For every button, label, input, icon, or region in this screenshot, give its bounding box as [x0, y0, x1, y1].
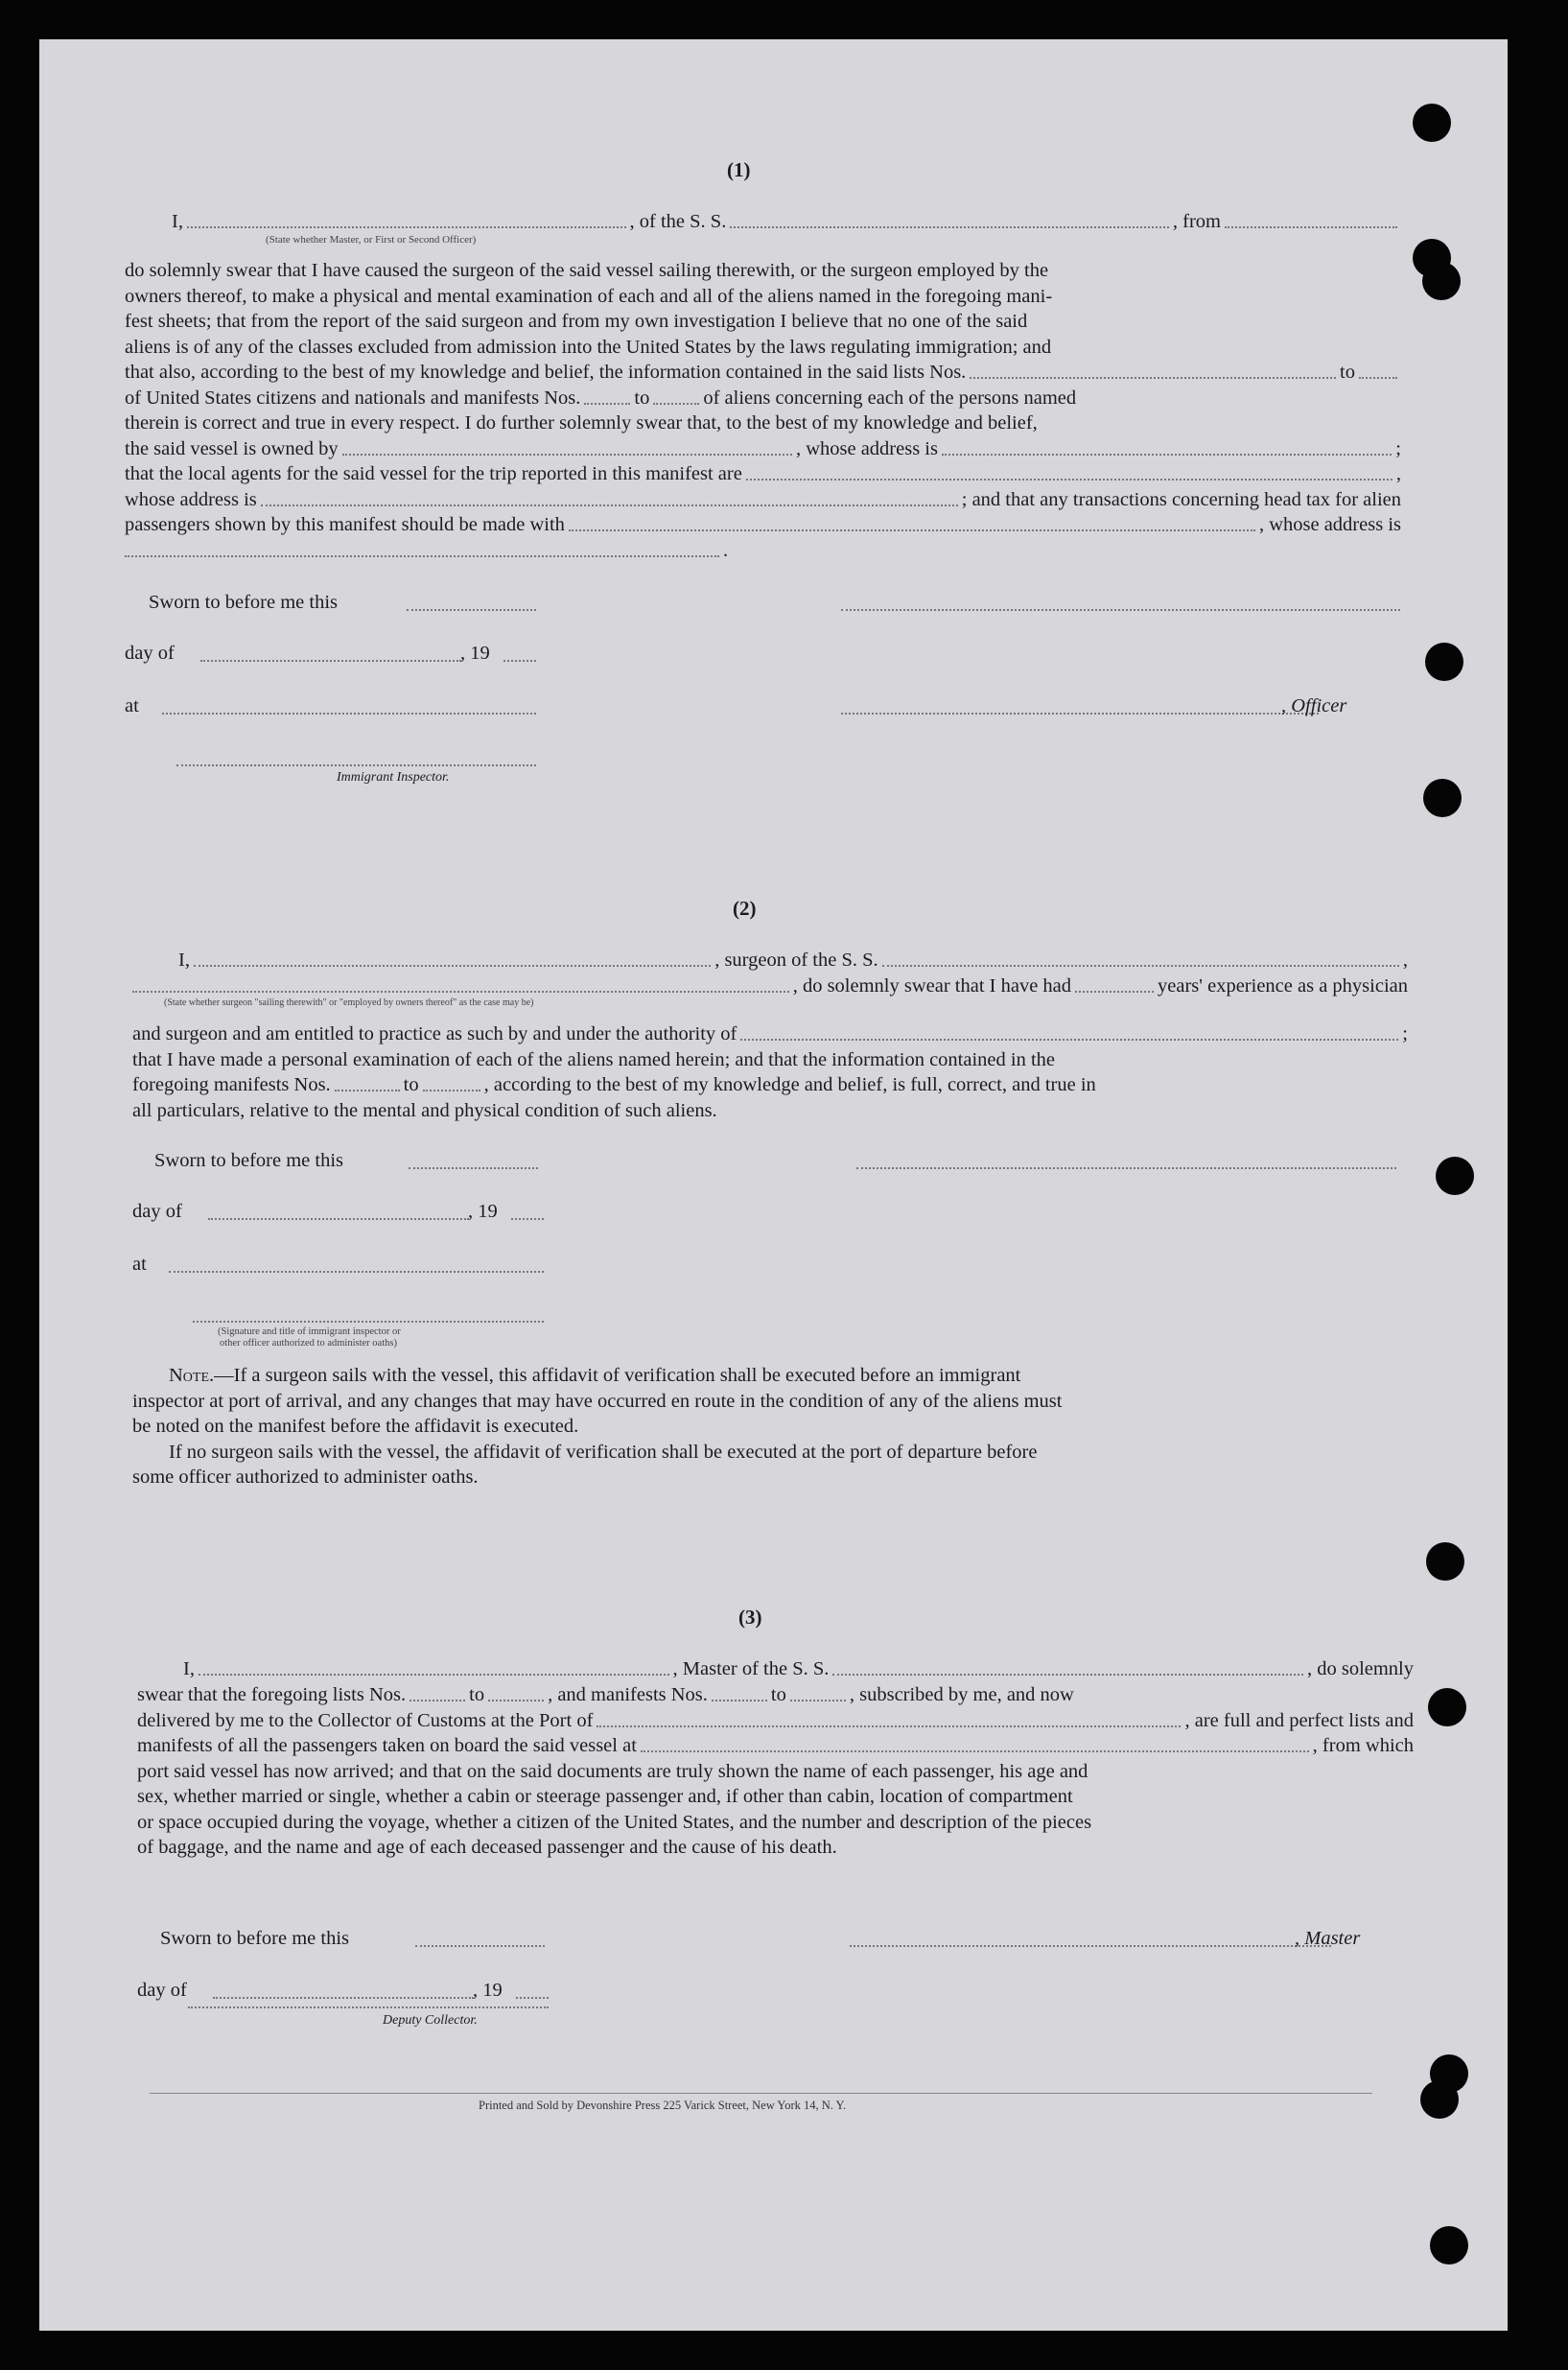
- year-prefix-1: , 19: [460, 643, 490, 664]
- master-manifests-to-field[interactable]: [790, 1682, 846, 1701]
- sworn-label-3: Sworn to before me this: [160, 1928, 349, 1949]
- inspector-signature-line[interactable]: [176, 764, 536, 766]
- surgeon-note: Note. —If a surgeon sails with the vessel, this affidavit of verification shall be executed before an immigrant inspector at port of arrival, and any changes that may have occurred en route in the condition of any of the aliens must be noted on the manifest before the affidavit is executed. If no surgeon sails with the vessel, the affidavit of verification shall be executed at the port of departure before some officer authorized to administer oaths.: [132, 1363, 1408, 1490]
- departure-port-field[interactable]: [1225, 209, 1397, 228]
- master-title: , Master: [1295, 1928, 1361, 1949]
- section-3-line-1: I, , Master of the S. S. , do solemnly: [183, 1658, 1415, 1679]
- official-signature-line[interactable]: [193, 1321, 544, 1323]
- agents-address-field[interactable]: [261, 487, 958, 506]
- day-of-label-1: day of: [125, 643, 175, 664]
- binder-hole: [1425, 643, 1463, 681]
- year-field-3[interactable]: [516, 1997, 549, 1999]
- paragraph-line: do solemnly swear that I have caused the surgeon of the said vessel sailing therewith, or the surgeon employed by the: [125, 260, 1049, 281]
- sworn-label-2: Sworn to before me this: [154, 1150, 343, 1171]
- sworn-date-field-2[interactable]: [409, 1167, 538, 1169]
- surgeon-name-field[interactable]: [194, 948, 711, 967]
- surgeon-signature-line[interactable]: [856, 1167, 1396, 1169]
- surgeon-vessel-field[interactable]: [882, 948, 1399, 967]
- master-signature-line[interactable]: [850, 1945, 1331, 1947]
- signature-note-1: (Signature and title of immigrant inspector or: [218, 1326, 401, 1337]
- day-of-field-3[interactable]: [213, 1997, 474, 1999]
- section-2-line-2: , do solemnly swear that I have had years' experience as a physician: [132, 974, 1408, 999]
- binder-hole: [1426, 1542, 1464, 1581]
- at-place-field-1[interactable]: [162, 713, 536, 715]
- surgeon-status-note: (State whether surgeon "sailing therewith" or "employed by owners thereof" as the case may be): [164, 997, 534, 1008]
- paragraph-line: or space occupied during the voyage, whether a citizen of the United States, and the number and description of the pieces: [137, 1811, 1092, 1833]
- practice-authority-field[interactable]: [740, 1021, 1398, 1041]
- officer-rank-note: (State whether Master, or First or Second Officer): [266, 234, 477, 246]
- paragraph-line: port said vessel has now arrived; and that on the said documents are truly shown the name of each passenger, his age and: [137, 1760, 1088, 1782]
- sworn-date-field-3[interactable]: [415, 1945, 545, 1947]
- note-line: If no surgeon sails with the vessel, the affidavit of verification shall be executed at the port of departure before: [169, 1441, 1038, 1463]
- deputy-collector-signature-line[interactable]: [188, 2006, 549, 2008]
- section-3-number: (3): [738, 1606, 762, 1629]
- deputy-collector-label: Deputy Collector.: [383, 2013, 478, 2028]
- note-line: be noted on the manifest before the affidavit is executed.: [132, 1416, 579, 1437]
- year-prefix-3: , 19: [473, 1980, 503, 2001]
- signature-note-2: other officer authorized to administer oaths): [220, 1338, 397, 1349]
- master-lists-from-field[interactable]: [410, 1682, 465, 1701]
- master-manifests-from-field[interactable]: [712, 1682, 767, 1701]
- binder-hole: [1436, 1157, 1474, 1195]
- binder-hole: [1413, 104, 1451, 142]
- master-lists-to-field[interactable]: [488, 1682, 544, 1701]
- lists-from-field[interactable]: [970, 360, 1336, 379]
- officer-signature-line-1b[interactable]: [841, 713, 1319, 715]
- owner-address-field[interactable]: [942, 436, 1392, 456]
- paragraph-line: owners thereof, to make a physical and mental examination of each and all of the aliens named in the foregoing mani-: [125, 285, 1053, 307]
- master-name-field[interactable]: [199, 1656, 669, 1676]
- paragraph-line: sex, whether married or single, whether a cabin or steerage passenger and, if other than cabin, location of compartment: [137, 1786, 1073, 1807]
- local-agents-field[interactable]: [746, 461, 1392, 481]
- section-1-paragraph: do solemnly swear that I have caused the surgeon of the said vessel sailing therewith, or the surgeon employed by the owners thereof, to make a physical and mental examination of each and all of the aliens named in the foregoing mani- fest sheets; that from the report of the said surgeon and from my own investigation I believe that no one of the said aliens is of any of the classes excluded from admission into the United States by the laws regulating immigration; and that also, according to the best of my knowledge and belief, the information contained in the said lists Nos. to of United States citizens and nationals and manifests Nos. to of aliens concerning each of the persons named therein is correct and true in every respect. I do further solemnly swear that, to the best of my knowledge and belief, the said vessel is owned by , whose address is ; that the local agents for the said vessel for the trip reported in this manifest are , whose address is ; and that any transactions concerning head tax for alien passengers shown by this manifest should be made with , whose address is .: [125, 260, 1401, 561]
- at-place-field-2[interactable]: [169, 1271, 544, 1273]
- section-1-number: (1): [727, 158, 751, 181]
- surgeon-status-field[interactable]: [132, 974, 789, 993]
- vessel-owner-field[interactable]: [342, 436, 792, 456]
- head-tax-contact-field[interactable]: [569, 512, 1255, 531]
- head-tax-address-field[interactable]: [125, 538, 719, 557]
- form-page: [39, 39, 1508, 2331]
- printer-imprint: Printed and Sold by Devonshire Press 225 Varick Street, New York 14, N. Y.: [479, 2099, 847, 2112]
- sworn-date-field-1[interactable]: [407, 609, 536, 611]
- day-of-label-2: day of: [132, 1201, 182, 1222]
- officer-title: , Officer: [1281, 695, 1347, 716]
- officer-name-field[interactable]: [187, 209, 626, 228]
- binder-hole: [1422, 262, 1461, 300]
- section-2-line-1: I, , surgeon of the S. S. ,: [178, 950, 1409, 971]
- surgeon-manifests-from-field[interactable]: [335, 1072, 400, 1091]
- manifests-to-field[interactable]: [653, 386, 699, 405]
- day-of-field-1[interactable]: [200, 660, 461, 662]
- sworn-label-1: Sworn to before me this: [149, 592, 338, 613]
- officer-signature-line-1[interactable]: [841, 609, 1400, 611]
- footer-rule: [150, 2093, 1372, 2094]
- paragraph-line: aliens is of any of the classes excluded from admission into the United States by the laws regulating immigration; and: [125, 336, 1052, 358]
- vessel-name-field[interactable]: [730, 209, 1169, 228]
- section-2-number: (2): [733, 897, 757, 920]
- year-field-1[interactable]: [503, 660, 536, 662]
- paragraph-line: therein is correct and true in every respect. I do further solemnly swear that, to the best of my knowledge and belief,: [125, 412, 1038, 434]
- day-of-label-3: day of: [137, 1980, 187, 2001]
- immigrant-inspector-label: Immigrant Inspector.: [337, 770, 450, 785]
- collector-port-field[interactable]: [597, 1708, 1181, 1727]
- section-1-line-1: I, , of the S. S. , from: [172, 209, 1401, 235]
- binder-hole: [1430, 2226, 1468, 2264]
- paragraph-line: fest sheets; that from the report of the said surgeon and from my own investigation I believe that no one of the said: [125, 311, 1028, 332]
- paragraph-line: that I have made a personal examination of each of the aliens named herein; and that the information contained in the: [132, 1048, 1055, 1070]
- binder-hole: [1423, 779, 1462, 817]
- section-3-paragraph: swear that the foregoing lists Nos. to , and manifests Nos. to , subscribed by me, and now delivered by me to the Collector of Customs at the Port of , are full and perfect lists and manifests of all the passengers taken on board the said vessel at , from which port said vessel has now arrived; and that on the said documents are truly shown the name of each passenger, his age and sex, whether married or single, whether a cabin or steerage passenger and, if other than cabin, location of compartment or space occupied during the voyage, whether a citizen of the United States, and the number and description of the pieces of baggage, and the name and age of each deceased passenger and the cause of his death.: [137, 1682, 1414, 1861]
- at-label-2: at: [132, 1254, 147, 1275]
- lists-to-field[interactable]: [1359, 360, 1397, 379]
- master-vessel-field[interactable]: [832, 1656, 1303, 1676]
- binder-hole: [1428, 1688, 1466, 1726]
- year-prefix-2: , 19: [468, 1201, 498, 1222]
- note-line: inspector at port of arrival, and any changes that may have occurred en route in the condition of any of the aliens must: [132, 1390, 1063, 1412]
- paragraph-line: of baggage, and the name and age of each deceased passenger and the cause of his death.: [137, 1837, 837, 1858]
- note-line: some officer authorized to administer oaths.: [132, 1467, 479, 1488]
- years-experience-field[interactable]: [1075, 974, 1154, 993]
- binder-hole: [1420, 2080, 1459, 2119]
- section-2-paragraph: and surgeon and am entitled to practice as such by and under the authority of ; that I have made a personal examination of each of the aliens named herein; and that the information contained in the foregoing manifests Nos. to , according to the best of my knowledge and belief, is full, correct, and true in all particulars, relative to the mental and physical condition of such aliens.: [132, 1021, 1408, 1123]
- surgeon-manifests-to-field[interactable]: [423, 1072, 480, 1091]
- at-label-1: at: [125, 695, 139, 716]
- paragraph-line: all particulars, relative to the mental and physical condition of such aliens.: [132, 1099, 717, 1121]
- embarkation-port-field[interactable]: [641, 1733, 1309, 1752]
- year-field-2[interactable]: [511, 1218, 544, 1220]
- day-of-field-2[interactable]: [208, 1218, 469, 1220]
- manifests-from-field[interactable]: [584, 386, 630, 405]
